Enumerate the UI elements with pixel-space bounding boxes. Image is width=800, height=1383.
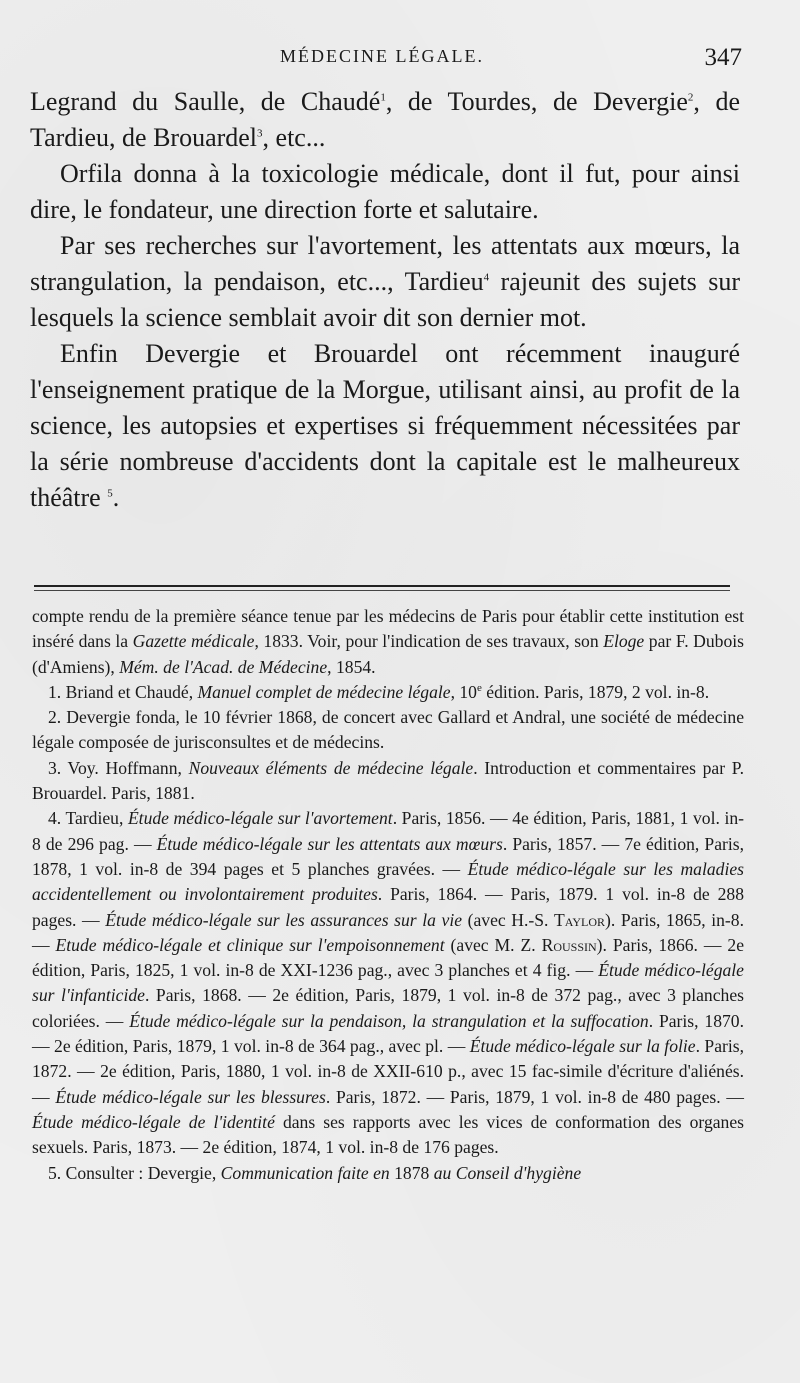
italic-title: Etude médico-légale et clinique sur l'empoisonnement (55, 934, 445, 955)
italic-title: Étude médico-légale sur les assurances sur la vie (105, 909, 463, 930)
text-span: . Paris, 1868. — 2e édition, Paris, 1879, 1 vol. in-8 de 372 pag., avec 3 planches coloriées. — (32, 985, 744, 1031)
superscript: e (476, 682, 482, 695)
italic-title: au Conseil d'hygiène (433, 1162, 582, 1183)
paragraph-2: Orfila donna à la toxicologie médicale, dont il fut, pour ainsi dire, le fondateur, une direction forte et salutaire. (30, 159, 740, 224)
footnote-1 (32, 680, 744, 705)
text-span: . (112, 483, 120, 512)
main-text (30, 84, 740, 516)
italic-title: Nouveaux éléments de médecine légale (188, 757, 474, 778)
footnote-ref-3: 3 (257, 127, 263, 140)
italic-title: Étude médico-légale sur l'infanticide (32, 960, 744, 1006)
footnote-4 (32, 806, 744, 1160)
footnote-2: 2. Devergie fonda, le 10 février 1868, de concert avec Gallard et Andral, une société de médecine légale composée de jurisconsultes et de médecins. (32, 707, 744, 753)
text-span: . Introduction et commentaires par P. Brouardel. Paris, 1881. (32, 757, 744, 804)
page-number: 347 (704, 44, 742, 71)
paragraph-4 (30, 336, 740, 516)
text-span: édition. Paris, 1879, 2 vol. in-8. (481, 681, 710, 702)
italic-title: Étude médico-légale de l'identité (32, 1111, 275, 1132)
footnote-ref-1: 1 (380, 91, 386, 104)
text-span: (avec H.-S. (462, 909, 555, 930)
italic-title: Communication faite en (220, 1162, 390, 1183)
footnotes (32, 604, 744, 1186)
small-caps-name: Roussin (541, 934, 597, 955)
text-span: . Paris, 1872. — Paris, 1879, 1 vol. in-8 de 480 pages. — (325, 1086, 744, 1107)
text-span: ). Paris, 1866. — 2e édition, Paris, 1825, 1 vol. in-8 de XXI-1236 pag., avec 3 planches et 4 fig. — (32, 934, 745, 981)
text-span: Enfin Devergie et Brouardel ont récemment inauguré l'enseignement pratique de la Morgue, utilisant ainsi, au profit de la science, les autopsies et expertises si fréquemment nécessitées par la série nombreuse d'accidents dont la capitale est le malheureux théâtre (30, 339, 740, 512)
italic-title: Étude médico-légale sur les attentats aux mœurs (156, 833, 503, 854)
italic-title: Eloge (603, 631, 645, 652)
paragraph-1 (30, 84, 740, 156)
italic-title: Étude médico-légale sur les blessures (55, 1086, 326, 1107)
text-span: compte rendu de la première séance tenue par les médecins de Paris pour établir cette institution est inséré dans la (32, 606, 744, 652)
text-span: 3. Voy. Hoffmann, (48, 757, 189, 778)
text-span: (avec M. Z. (444, 934, 542, 955)
text-span: dans ses rapports avec les vices de conformation des organes sexuels. Paris, 1873. — 2e édition, 1874, 1 vol. in-8 de 176 pages. (32, 1111, 745, 1158)
italic-title: Étude médico-légale sur la pendaison, la strangulation et la suffocation (129, 1010, 649, 1031)
text-span: , de Tardieu, de Brouardel (30, 87, 740, 152)
text-span: ). Paris, 1865, in-8. — (32, 909, 744, 955)
text-span: rajeunit des sujets sur lesquels la science semblait avoir dit son dernier mot. (30, 267, 740, 332)
italic-title: Étude médico-légale sur la folie (469, 1036, 696, 1057)
footnote-3 (32, 756, 744, 807)
running-header (0, 44, 800, 74)
text-span: par F. Dubois (d'Amiens), (32, 631, 744, 677)
text-span: , etc... (262, 123, 326, 152)
footnote-separator (34, 585, 730, 587)
text-span: . Paris, 1856. — 4e édition, Paris, 1881, 1 vol. in-8 de 296 pag. — (32, 808, 744, 854)
text-span: 4. Tardieu, (48, 808, 128, 829)
text-span: 1. Briand et Chaudé, (48, 681, 198, 702)
text-span: . Paris, 1870. — 2e édition, Paris, 1879, 1 vol. in-8 de 364 pag., avec pl. — (32, 1010, 745, 1057)
small-caps-name: Taylor (554, 909, 606, 930)
text-span: , 1833. Voir, pour l'indication de ses travaux, son (254, 631, 604, 652)
text-span: . Paris, 1857. — 7e édition, Paris, 1878, 1 vol. in-8 de 394 pages et 5 planches gravées. — (32, 833, 744, 879)
italic-title: Manuel complet de médecine légale (197, 681, 451, 702)
footnote-ref-2: 2 (687, 91, 694, 104)
text-span: 1878 (389, 1162, 434, 1183)
text-span: . Paris, 1872. — 2e édition, Paris, 1880, 1 vol. in-8 de XXII-610 p., avec 15 fac-simile d'écriture d'aliénés. — (32, 1036, 745, 1107)
footnote-ref-4: 4 (483, 271, 490, 284)
text-span: , de Tourdes, de Devergie (385, 87, 688, 116)
text-span: Par ses recherches sur l'avortement, les attentats aux mœurs, la strangulation, la pendaison, etc..., Tardieu (30, 231, 740, 296)
paragraph-3 (30, 228, 740, 336)
footnote-continued (32, 604, 744, 680)
text-span: , 1854. (327, 656, 376, 677)
running-title: MÉDECINE LÉGALE. (280, 46, 484, 66)
italic-title: Étude médico-légale sur les maladies accidentellement ou involontairement produites (32, 858, 744, 905)
text-span: 5. Consulter : Devergie, (48, 1162, 221, 1183)
italic-title: Gazette médicale (132, 631, 255, 652)
text-span: , 10 (450, 681, 477, 702)
italic-title: Étude médico-légale sur l'avortement (127, 808, 393, 829)
footnote-5 (32, 1161, 744, 1186)
italic-title: Mém. de l'Acad. de Médecine (119, 656, 328, 677)
footnote-separator-thin (34, 590, 730, 591)
footnote-ref-5: 5 (107, 487, 113, 500)
text-span: . Paris, 1864. — Paris, 1879. 1 vol. in-8 de 288 pages. — (32, 884, 744, 930)
text-span: Legrand du Saulle, de Chaudé (30, 87, 381, 116)
